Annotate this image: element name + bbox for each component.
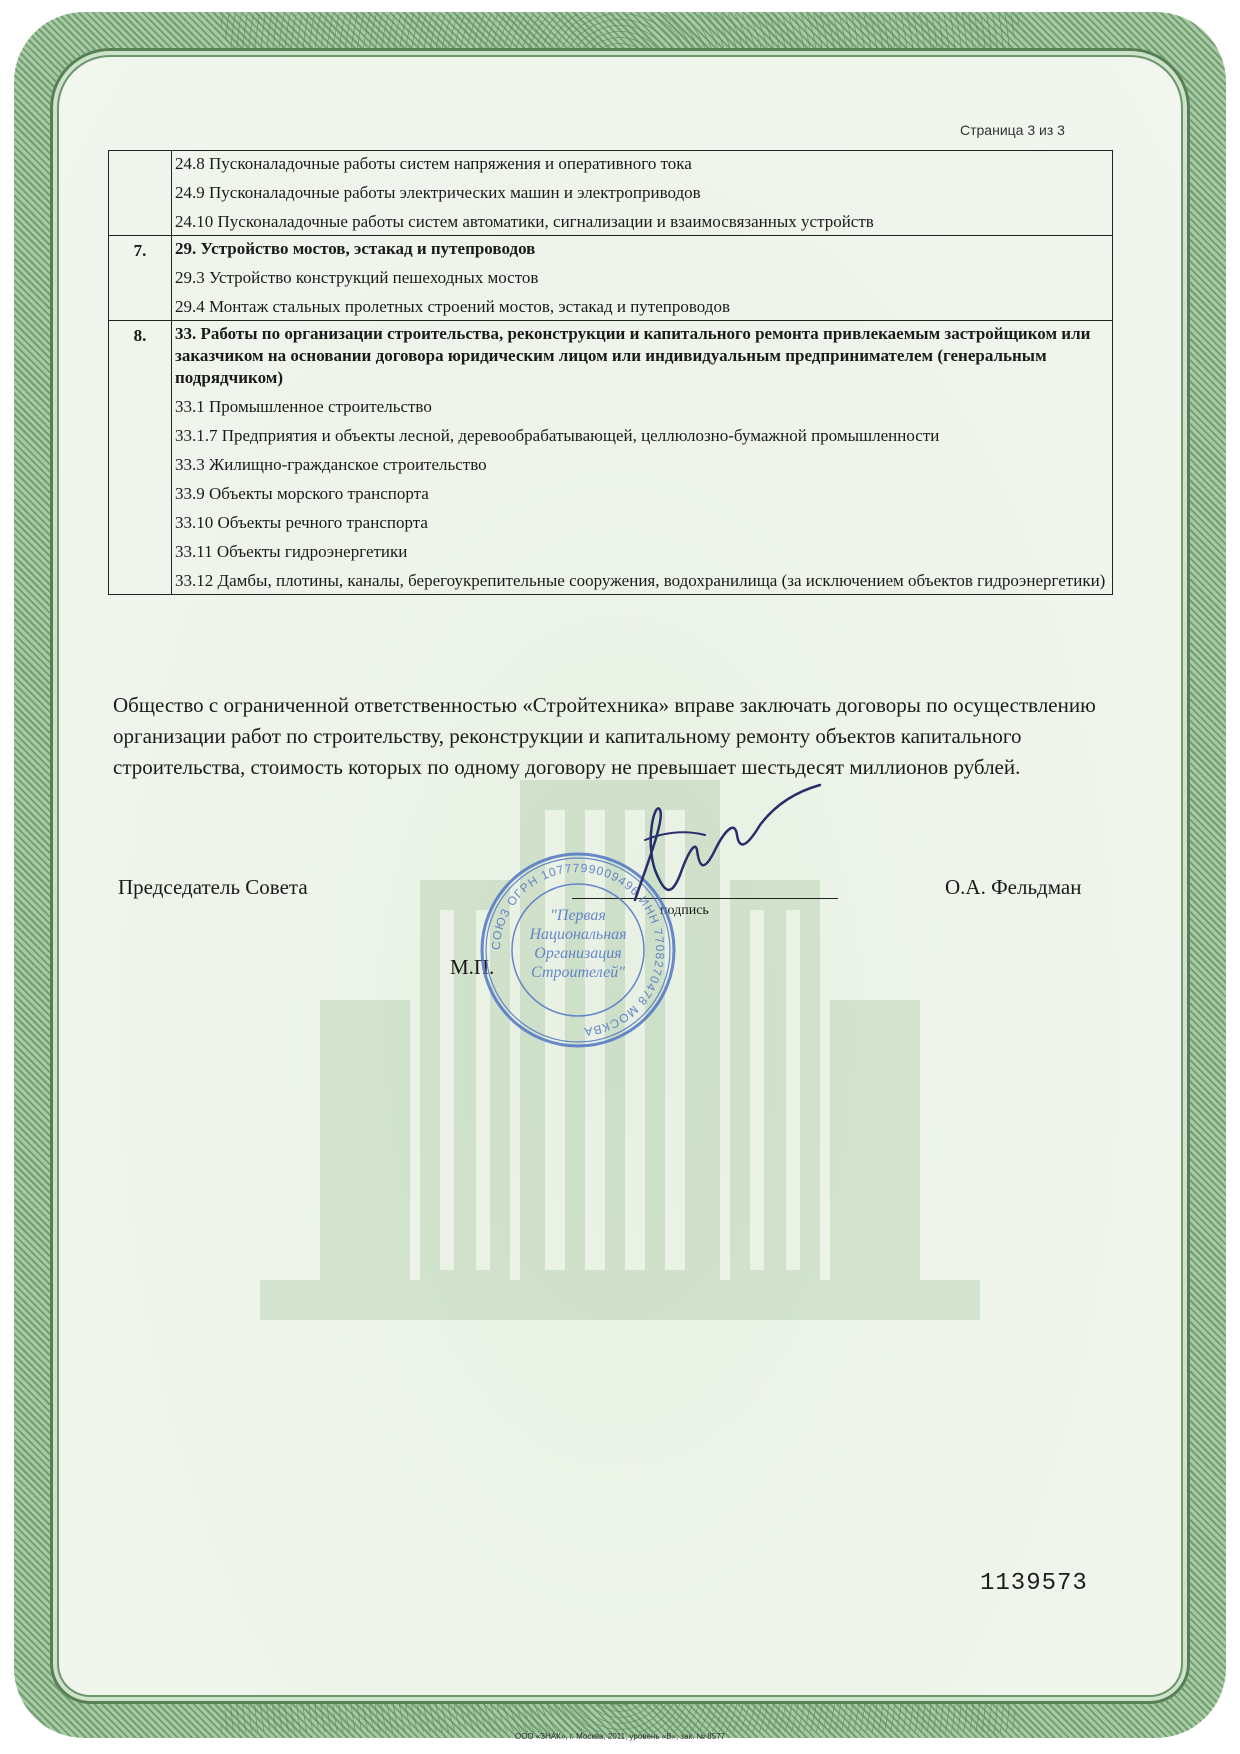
signatory-position: Председатель Совета: [118, 875, 308, 899]
list-item: 33.11 Объекты гидроэнергетики: [175, 542, 408, 561]
list-item: 33.10 Объекты речного транспорта: [175, 513, 428, 532]
permission-paragraph: Общество с ограниченной ответственностью «Стройтехника» вправе заключать договоры по осуществлению организации работ по строительству, реконструкции и капитальному ремонту объектов капитального строительства, стоимость которых по одному договору не превышает шестьдесят миллионов рублей.: [113, 693, 1096, 779]
list-item: 29.3 Устройство конструкций пешеходных мостов: [175, 268, 539, 287]
list-item: 24.9 Пусконаладочные работы электрических машин и электроприводов: [175, 183, 701, 202]
list-item: 24.8 Пусконаладочные работы систем напряжения и оперативного тока: [175, 154, 692, 173]
printer-imprint: ООО «ЗНАК», г. Москва, 2011, уровень «В», зак. № 8577: [514, 1732, 726, 1741]
section-heading: 33. Работы по организации строительства, реконструкции и капитального ремонта привлекаемым застройщиком или заказчиком на основании договора юридическим лицом или индивидуальным предпринимателем (генеральным подрядчиком): [175, 324, 1091, 387]
row-items: [172, 151, 1113, 236]
list-item: 33.12 Дамбы, плотины, каналы, берегоукрепительные сооружения, водохранилища (за исключением объектов гидроэнергетики): [175, 571, 1106, 590]
signatory-name: О.А. Фельдман: [945, 875, 1082, 899]
handwritten-signature: [625, 780, 825, 940]
seal-place-label: М.П.: [450, 955, 495, 979]
list-item: 33.1 Промышленное строительство: [175, 397, 432, 416]
table-row: [109, 151, 1113, 236]
signature-caption: подпись: [660, 903, 709, 918]
page-counter: Страница 3 из 3: [960, 122, 1065, 138]
list-item: 33.3 Жилищно-гражданское строительство: [175, 455, 487, 474]
table-row: [109, 321, 1113, 595]
section-heading: 29. Устройство мостов, эстакад и путепроводов: [175, 239, 536, 258]
serial-number: 1139573: [980, 1570, 1088, 1597]
list-item: 33.1.7 Предприятия и объекты лесной, деревообрабатывающей, целлюлозно-бумажной промышленности: [175, 426, 940, 445]
row-items: [172, 321, 1113, 595]
row-number: 7.: [109, 236, 172, 321]
row-items: [172, 236, 1113, 321]
list-item: 24.10 Пусконаладочные работы систем автоматики, сигнализации и взаимосвязанных устройств: [175, 212, 874, 231]
table-row: [109, 236, 1113, 321]
activity-table: [108, 150, 1113, 595]
row-number: [109, 151, 172, 236]
seal-center-text: "Первая Национальная Организация Строителей": [529, 907, 627, 981]
list-item: 29.4 Монтаж стальных пролетных строений мостов, эстакад и путепроводов: [175, 297, 730, 316]
list-item: 33.9 Объекты морского транспорта: [175, 484, 429, 503]
seal-ring-text: СОЮЗ ОГРН 1077799009496 ИНН 7708270478 МОСКВА: [488, 860, 668, 1039]
row-number: 8.: [109, 321, 172, 595]
